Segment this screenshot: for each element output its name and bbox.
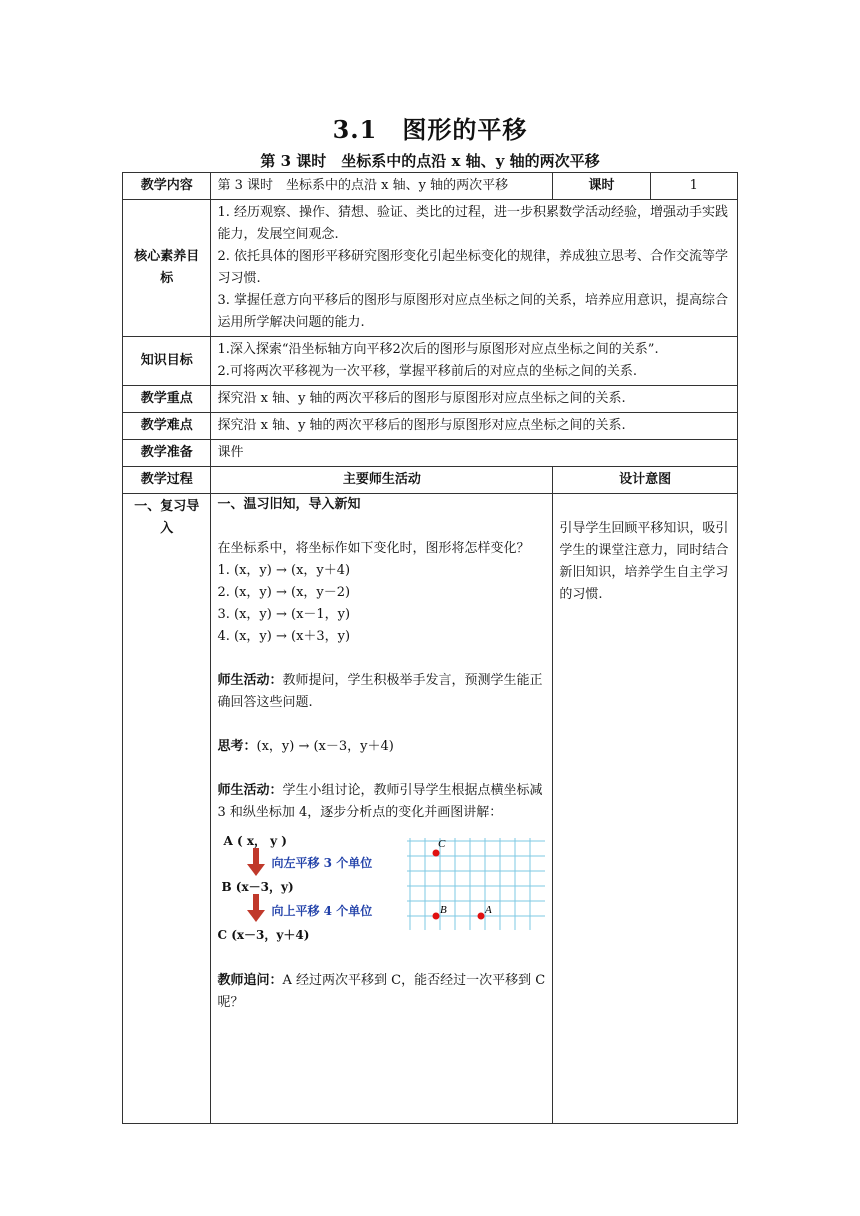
core-item: 1. 经历观察、操作、猜想、验证、类比的过程，进一步积累数学活动经验，增强动手实践能力，发展空间观念. — [217, 205, 729, 242]
core-item: 2. 依托具体的图形平移研究图形变化引起坐标变化的规律，养成独立思考、合作交流等学习习惯. — [217, 249, 729, 286]
label-period: 课时 — [553, 173, 650, 200]
value-difficult: 探究沿 x 轴、y 轴的两次平移后的图形与原图形对应点坐标之间的关系. — [211, 413, 738, 440]
transform-item: 1. (x，y) → (x，y＋4) — [217, 563, 351, 578]
down-arrow-icon — [247, 848, 265, 876]
value-core — [211, 200, 738, 337]
activity-2: 师生活动：学生小组讨论，教师引导学生根据点横坐标减 3 和纵坐标加 4，逐步分析点的变化并画图讲解： — [217, 783, 543, 820]
label-process: 教学过程 — [123, 467, 211, 494]
lesson-plan-table — [122, 172, 738, 1124]
label-content: 教学内容 — [123, 173, 211, 200]
label-difficult: 教学难点 — [123, 413, 211, 440]
page-title: 3.1 图形的平移 — [332, 115, 528, 144]
intent-cell — [553, 494, 738, 1124]
value-key: 探究沿 x 轴、y 轴的两次平移后的图形与原图形对应点坐标之间的关系. — [211, 386, 738, 413]
label-c: C (x－3，y＋4) — [217, 928, 310, 942]
label-b: B (x－3，y) — [221, 880, 294, 894]
value-period: 1 — [650, 173, 737, 200]
row-process — [123, 494, 738, 1124]
value-knowledge — [211, 337, 738, 386]
follow-up: 教师追问：A 经过两次平移到 C，能否经过一次平移到 C 呢？ — [217, 973, 546, 1010]
page-subtitle: 第 3 课时 坐标系中的点沿 x 轴、y 轴的两次平移 — [260, 152, 600, 170]
step2-note: 向上平移 4 个单位 — [271, 904, 373, 918]
row-knowledge — [123, 337, 738, 386]
row-difficult — [123, 413, 738, 440]
label-prep: 教学准备 — [123, 440, 211, 467]
transform-item: 4. (x，y) → (x＋3，y) — [217, 629, 351, 644]
point-b — [433, 913, 440, 920]
grid-figure — [407, 838, 545, 930]
row-prep — [123, 440, 738, 467]
header-intent: 设计意图 — [553, 467, 738, 494]
translation-diagram — [217, 830, 535, 948]
point-a — [478, 913, 485, 920]
label-core: 核心素养目标 — [123, 200, 211, 337]
think: 思考：(x，y) → (x－3，y＋4) — [217, 739, 394, 754]
activity-cell — [211, 494, 553, 1124]
value-prep: 课件 — [211, 440, 738, 467]
value-content: 第 3 课时 坐标系中的点沿 x 轴、y 轴的两次平移 — [211, 173, 553, 200]
point-b-label: B — [440, 904, 448, 916]
point-c — [433, 850, 440, 857]
down-arrow-icon — [247, 894, 265, 922]
point-a-label: A — [485, 904, 493, 916]
point-c-label: C — [438, 838, 446, 850]
row-key — [123, 386, 738, 413]
transform-item: 3. (x，y) → (x－1，y) — [217, 607, 351, 622]
label-a: A ( x， y ) — [223, 834, 287, 848]
label-key: 教学重点 — [123, 386, 211, 413]
core-item: 3. 掌握任意方向平移后的图形与原图形对应点坐标之间的关系，培养应用意识，提高综合运用所学解决问题的能力. — [217, 293, 729, 330]
header-activity: 主要师生活动 — [211, 467, 553, 494]
row-core — [123, 200, 738, 337]
activity-question: 在坐标系中，将坐标作如下变化时，图形将怎样变化？ — [217, 541, 530, 556]
activity-heading: 一、温习旧知，导入新知 — [217, 497, 361, 512]
knowledge-item: 1.深入探索“沿坐标轴方向平移2次后的图形与原图形对应点坐标之间的关系”. — [217, 342, 659, 357]
row-content — [123, 173, 738, 200]
activity-1: 师生活动：教师提问，学生积极举手发言，预测学生能正确回答这些问题. — [217, 673, 543, 710]
knowledge-item: 2.可将两次平移视为一次平移，掌握平移前后的对应点的坐标之间的关系. — [217, 364, 638, 379]
row-process-header — [123, 467, 738, 494]
intent-text: 引导学生回顾平移知识，吸引学生的课堂注意力，同时结合新旧知识，培养学生自主学习的习惯. — [559, 521, 729, 602]
step1-note: 向左平移 3 个单位 — [271, 856, 373, 870]
transform-item: 2. (x，y) → (x，y－2) — [217, 585, 351, 600]
stage-label: 一、复习导入 — [123, 494, 211, 1124]
label-knowledge: 知识目标 — [123, 337, 211, 386]
